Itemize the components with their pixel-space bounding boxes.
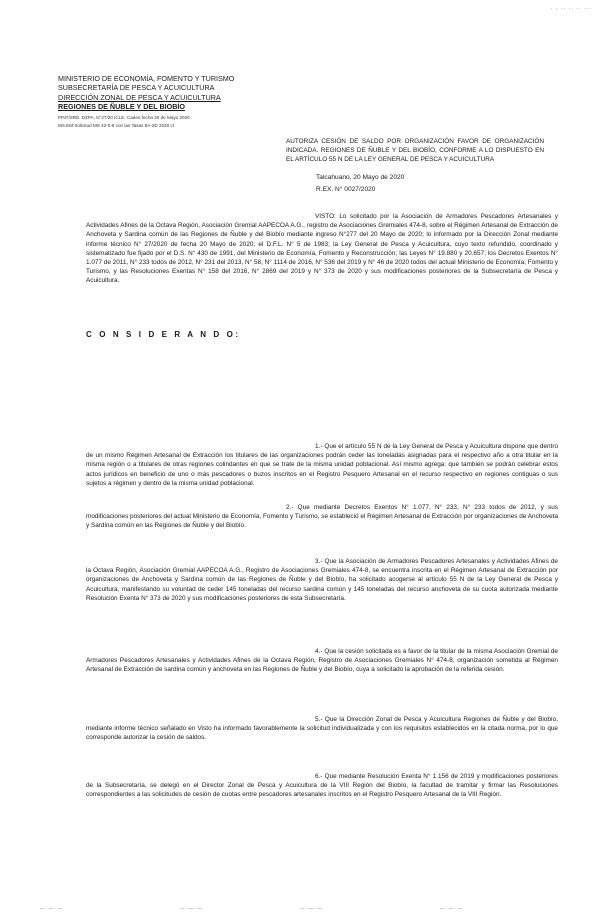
paragraph-body: modificaciones posteriores de la Subsecretaría, se delegó en el Director Zonal de Pesca y Acuicultura de la VIII Región del Biobío, la facultad de tramitar y firmar las Resoluciones correspondientes a las solicitudes de cesión de cuotas entre pescadores artesanales inscritos en el Registro Pesquero Artesanal de la VIII Región. — [86, 773, 558, 799]
reference-line-1: PINT/SRE. DZPA. N°27/20 ICLE. Cadeo fecha 20 de Mayo 2020 — [58, 114, 190, 120]
visto-body: Pescadores Artesanales y Actividades Afines de la Octava Región, Asociación Gremial AAPECOA A.G., registro de Asociaciones Gremiales 474-8, sobre el Régimen Artesanal de Extracción de Anchoveta y Sardina común de las Regiones de Ñuble y del Biobío mediante ingreso N°277 del 20 Mayo de 2020; lo informado por la Dirección Zonal mediante informe técnico N° 27/2020 de fecha 20 Mayo de 2020; el D.F.L. N° 5 de 1983; la Ley General de Pesca y Acuicultura, cuyo texto refundido, coordinado y sistematizado fue fijado por el D.S. N° 430 de 1991, del Ministerio de Economía, Fomento y Reconstrucción; las Leyes N° 19.880 y 20.657; los Decretos Exentos N° 1.077 de 2011, N° 233 todos de 2012, N° 231 del 2013, N° 58, N° 1114 de 2016, N° 536 del 2019 y N° 46 de 2020 todos del actual Ministerio de Economía, Fomento y Turismo, y las Resoluciones Exentas N° 158 del 2016, N° 2869 del 2019 y N° 373 de 2020 y sus modificaciones posteriores de la Subsecretaría de Pesca y Acuicultura. — [86, 213, 558, 285]
paragraph-body: Acuicultura dispone que dentro de un mismo Régimen Artesanal de Extracción los titulares de las organizaciones podrán ceder las toneladas asignadas para el respectivo año a otra titular en la misma región o a titulares de otras regiones colindantes en que se trate de la misma unidad poblacional. Así mismo agrega: que también se podrán celebrar estos actos jurídicos en beneficio de uno o más pescadores o buzos inscritos en el Registro Pesquero Artesanal en el recurso respectivo en regiones contiguas o sus sujetos a régimen y dentro de la misma unidad poblacional. — [86, 443, 559, 487]
paragraph-body: 233 todos de 2012, y sus modificaciones posteriores del actual Ministerio de Economía, Fomento y Turismo, se estableció el Régimen Artesanal de Extracción por organizaciones de Anchoveta y Sardina común en las Regiones de Ñuble y del Biobío. — [86, 504, 558, 530]
top-corner-mark: · · ·· ·· ·· ··· — [550, 6, 592, 12]
paragraph-lead: 6.- Que mediante Resolución Exenta N° 1.156 de 2019 y — [315, 773, 480, 780]
regiones-line: REGIONES DE ÑUBLE Y DEL BIOBÍO — [58, 102, 186, 112]
considerando-6 — [86, 772, 558, 800]
paragraph-body: Artesanales y Actividades Afines de la Octava Región, Asociación Gremial AAPECOA A.G., Registro de Asociaciones Gremiales 474-8, se encuentra inscrita en el Régimen Artesanal de Extracción por organizaciones de Anchoveta y Sardina común de las Regiones de Ñuble y del Biobío, ha solicitado acogerse al artículo 55 N de la Ley General de Pesca y Acuicultura, manifestando su voluntad de ceder 145 toneladas del recurso sardina común y 145 toneladas del recurso anchoveta de su cuota autorizada mediante Resolución Exenta N° 373 de 2020 y sus modificaciones posteriores de esta Subsecretaría. — [86, 558, 558, 602]
considerando-3 — [86, 557, 558, 603]
paragraph-lead: 1.- Que el artículo 55 N de la Ley General de Pesca y — [315, 443, 469, 450]
resolution-subject: AUTORIZA CESIÓN DE SALDO POR ORGANIZACIÓN FAVOR DE ORGANIZACIÓN INDICADA. REGIONES DE ÑUBLE Y DEL BIOBÍO, CONFORME A LO DISPUESTO EN EL ARTÍCULO 55 N DE LA LEY GENERAL DE PESCA Y ACUICULTURA — [286, 138, 544, 163]
footer-mark-right: — · — · — — [440, 906, 462, 911]
reference-line-2: MS.EM:Solicitud MS 42-0-8 con las Tasas 6A-2D 2020 cl — [58, 123, 174, 129]
footer-mark-mid-2: — · — · — — [300, 906, 322, 911]
considerando-5 — [86, 715, 558, 743]
ministry-line: MINISTERIO DE ECONOMÍA, FOMENTO Y TURISMO — [58, 74, 235, 83]
paragraph-lead: 2.- Que mediante Decretos Exentos N° 1.077, N° 233, N° — [286, 504, 471, 511]
considerando-4 — [86, 647, 558, 675]
resolution-number: R.EX. N° 0027/2020 — [316, 186, 376, 193]
considerando-2 — [86, 503, 558, 531]
visto-paragraph — [86, 212, 558, 286]
subsecretaria-line: SUBSECRETARÍA DE PESCA Y ACUICULTURA — [58, 83, 215, 93]
letterhead — [58, 74, 288, 129]
considerando-1 — [86, 442, 558, 488]
considerando-heading: C O N S I D E R A N D O: — [86, 330, 241, 339]
paragraph-lead: 5.- Que la Dirección Zonal de Pesca y Acuicultura — [315, 716, 461, 723]
paragraph-lead: 3.- Que la Asociación de Armadores Pescadores — [315, 558, 455, 565]
paragraph-body: Regiones de Ñuble y del Biobío, mediante informe técnico señalado en Visto ha informado favorablemente la solicitud individualizada y con los requisitos establecidos en la citada norma, por lo que corresponde autorizar la cesión de saldos. — [86, 716, 558, 742]
direccion-line: DIRECCIÓN ZONAL DE PESCA Y ACUICULTURA — [58, 92, 221, 102]
paragraph-body: la misma Asociación Gremial de Armadores Pescadores Artesanales y Actividades Afines de la Octava Región, Registro de Asociaciones Gremiales N° 474-8, organización sometida al Régimen Artesanal de Extracción de sardina común y anchoveta en las Regiones de Ñuble y del Biobío, cuya a solicitado la aprobación de la referida cesión. — [86, 648, 558, 674]
paragraph-lead: 4.- Que la cesión solicitada es a favor de la titular de — [315, 648, 465, 655]
footer-mark-left: — · — · — — [40, 906, 62, 911]
place-date: Talcahuano, 20 Mayo de 2020 — [316, 174, 405, 181]
footer-mark-mid-1: — · — · — — [180, 906, 202, 911]
visto-lead: VISTO: Lo solicitado por la Asociación de Armadores — [315, 213, 478, 220]
